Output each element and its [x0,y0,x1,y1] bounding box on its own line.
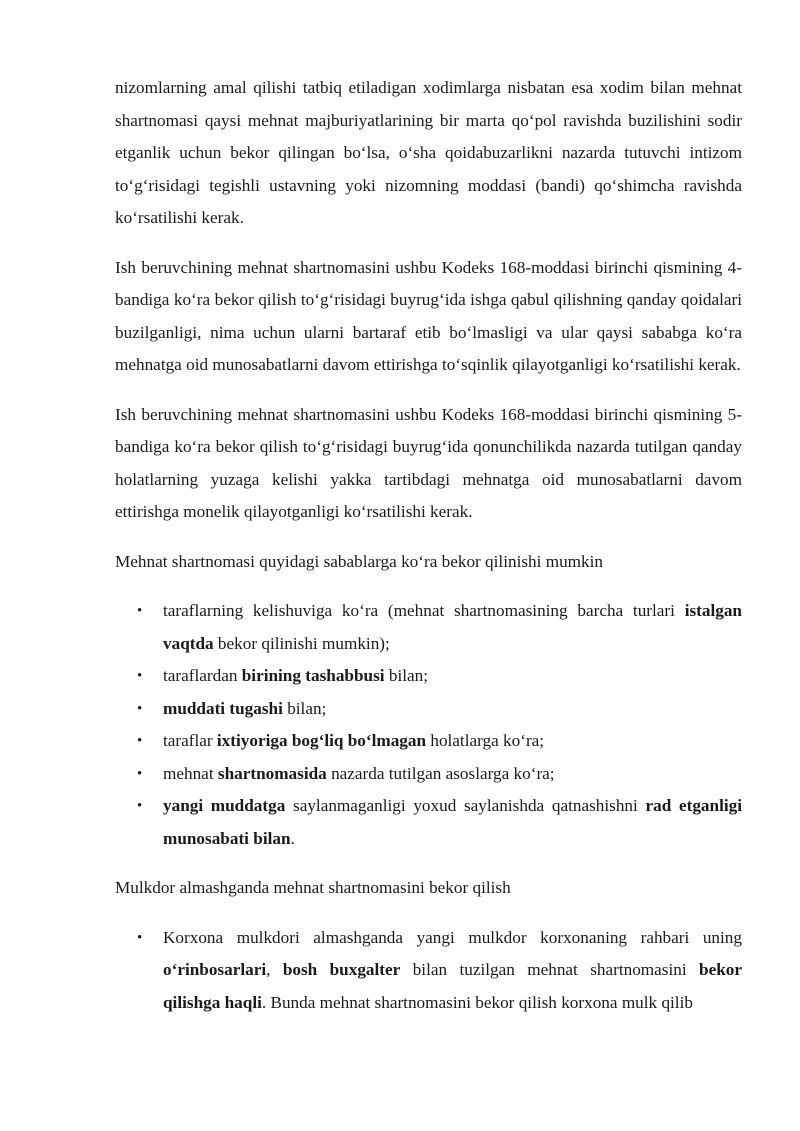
list-item [115,595,742,660]
bullet-icon: • [137,668,143,684]
list-item [115,693,742,726]
list-item-bold: bekor qilishga haqli [163,960,743,1012]
list-item-bold: yangi muddatga [163,796,286,815]
bullet-icon: • [137,765,143,782]
list-item-text: bekor qilinishi mumkin); [213,633,390,653]
list-item-text: mehnat [163,763,218,783]
list-item-bold: bosh buxgalter [282,960,401,979]
bullet-icon: • [137,733,143,749]
list-item-text: holatlarga ko‘ra; [426,731,545,750]
list-item-bold: muddati tugashi [163,698,283,718]
paragraph-clause-4: Ish beruvchining mehnat shartnomasini ushbu Kodeks 168-moddasi birinchi qismining 4-bandiga ko‘ra bekor qilish to‘g‘risidagi buyrug‘ida ishga qabul qilishning qanday qoidalari buzilganligi, nima uchun ularni bartaraf etib bo‘lmasligi va ular qaysi sababga ko‘ra mehnatga oid munosabatlarni davom ettirishga to‘sqinlik qilayotganligi ko‘rsatilishi kerak. [115,257,742,374]
paragraph-clause-5: Ish beruvchining mehnat shartnomasini ushbu Kodeks 168-moddasi birinchi qismining 5-bandiga ko‘ra bekor qilish to‘g‘risidagi buyrug‘ida qonunchilikda nazarda tutilgan qanday holatlarning yuzaga kelishi yakka tartibdagi mehnatga oid munosabatlarni davom ettirishga monelik qilayotganligi ko‘rsatilishi kerak. [115,404,742,521]
bullet-icon: • [137,700,143,717]
list-item-text: Korxona mulkdori almashganda yangi mulkdor korxonaning rahbari uning [163,927,742,947]
list-item-text: . Bunda mehnat shartnomasini bekor qilish korxona mulk qilib [261,992,693,1012]
list-item [115,922,742,1020]
list-item-text: taraflarning kelishuviga ko‘ra (mehnat shartnomasining barcha turlari [163,601,685,620]
owner-change-list [115,922,742,1020]
list-item-text: taraflar [163,731,217,750]
list-item [115,758,742,791]
section-heading-owner-change: Mulkdor almashganda mehnat shartnomasini bekor qilish [115,878,511,897]
list-item-text: bilan; [384,666,429,685]
list-item [115,790,742,855]
list-item-text: . [290,828,295,848]
termination-reasons-list [115,595,742,855]
section-heading-termination-reasons: Mehnat shartnomasi quyidagi sabablarga ko‘ra bekor qilinishi mumkin [115,551,603,571]
list-item-text: saylanmaganligi yoxud saylanishda qatnashishni [285,796,646,815]
list-item-text: taraflardan [163,666,242,685]
list-item-bold: istalgan vaqtda [163,601,742,653]
list-item [115,660,742,693]
list-item-text: bilan tuzilgan mehnat shartnomasini [400,960,700,979]
list-item-bold: o‘rinbosarlari [163,960,267,979]
bullet-icon: • [137,798,143,814]
list-item-bold: ixtiyoriga bog‘liq bo‘lmagan [216,731,427,750]
bullet-icon: • [137,603,143,619]
list-item-text: bilan; [282,698,327,718]
list-item [115,725,742,758]
list-item-bold: shartnomasida [217,763,327,783]
paragraph-intro-continuation: nizomlarning amal qilishi tatbiq etiladigan xodimlarga nisbatan esa xodim bilan mehnat shartnomasi qaysi mehnat majburiyatlarining bir marta qo‘pol ravishda buzilishini sodir etganlik uchun bekor qilingan bo‘lsa, o‘sha qoidabuzarlikni nazarda tutuvchi intizom to‘g‘risidagi tegishli ustavning yoki nizomning moddasi (bandi) qo‘shimcha ravishda ko‘rsatilishi kerak. [115,78,742,227]
list-item-text: nazarda tutilgan asoslarga ko‘ra; [326,763,555,783]
list-item-text: , [266,960,283,979]
list-item-bold: rad etganligi munosabati bilan [163,796,742,848]
bullet-icon: • [137,929,143,946]
list-item-bold: birining tashabbusi [241,666,385,685]
